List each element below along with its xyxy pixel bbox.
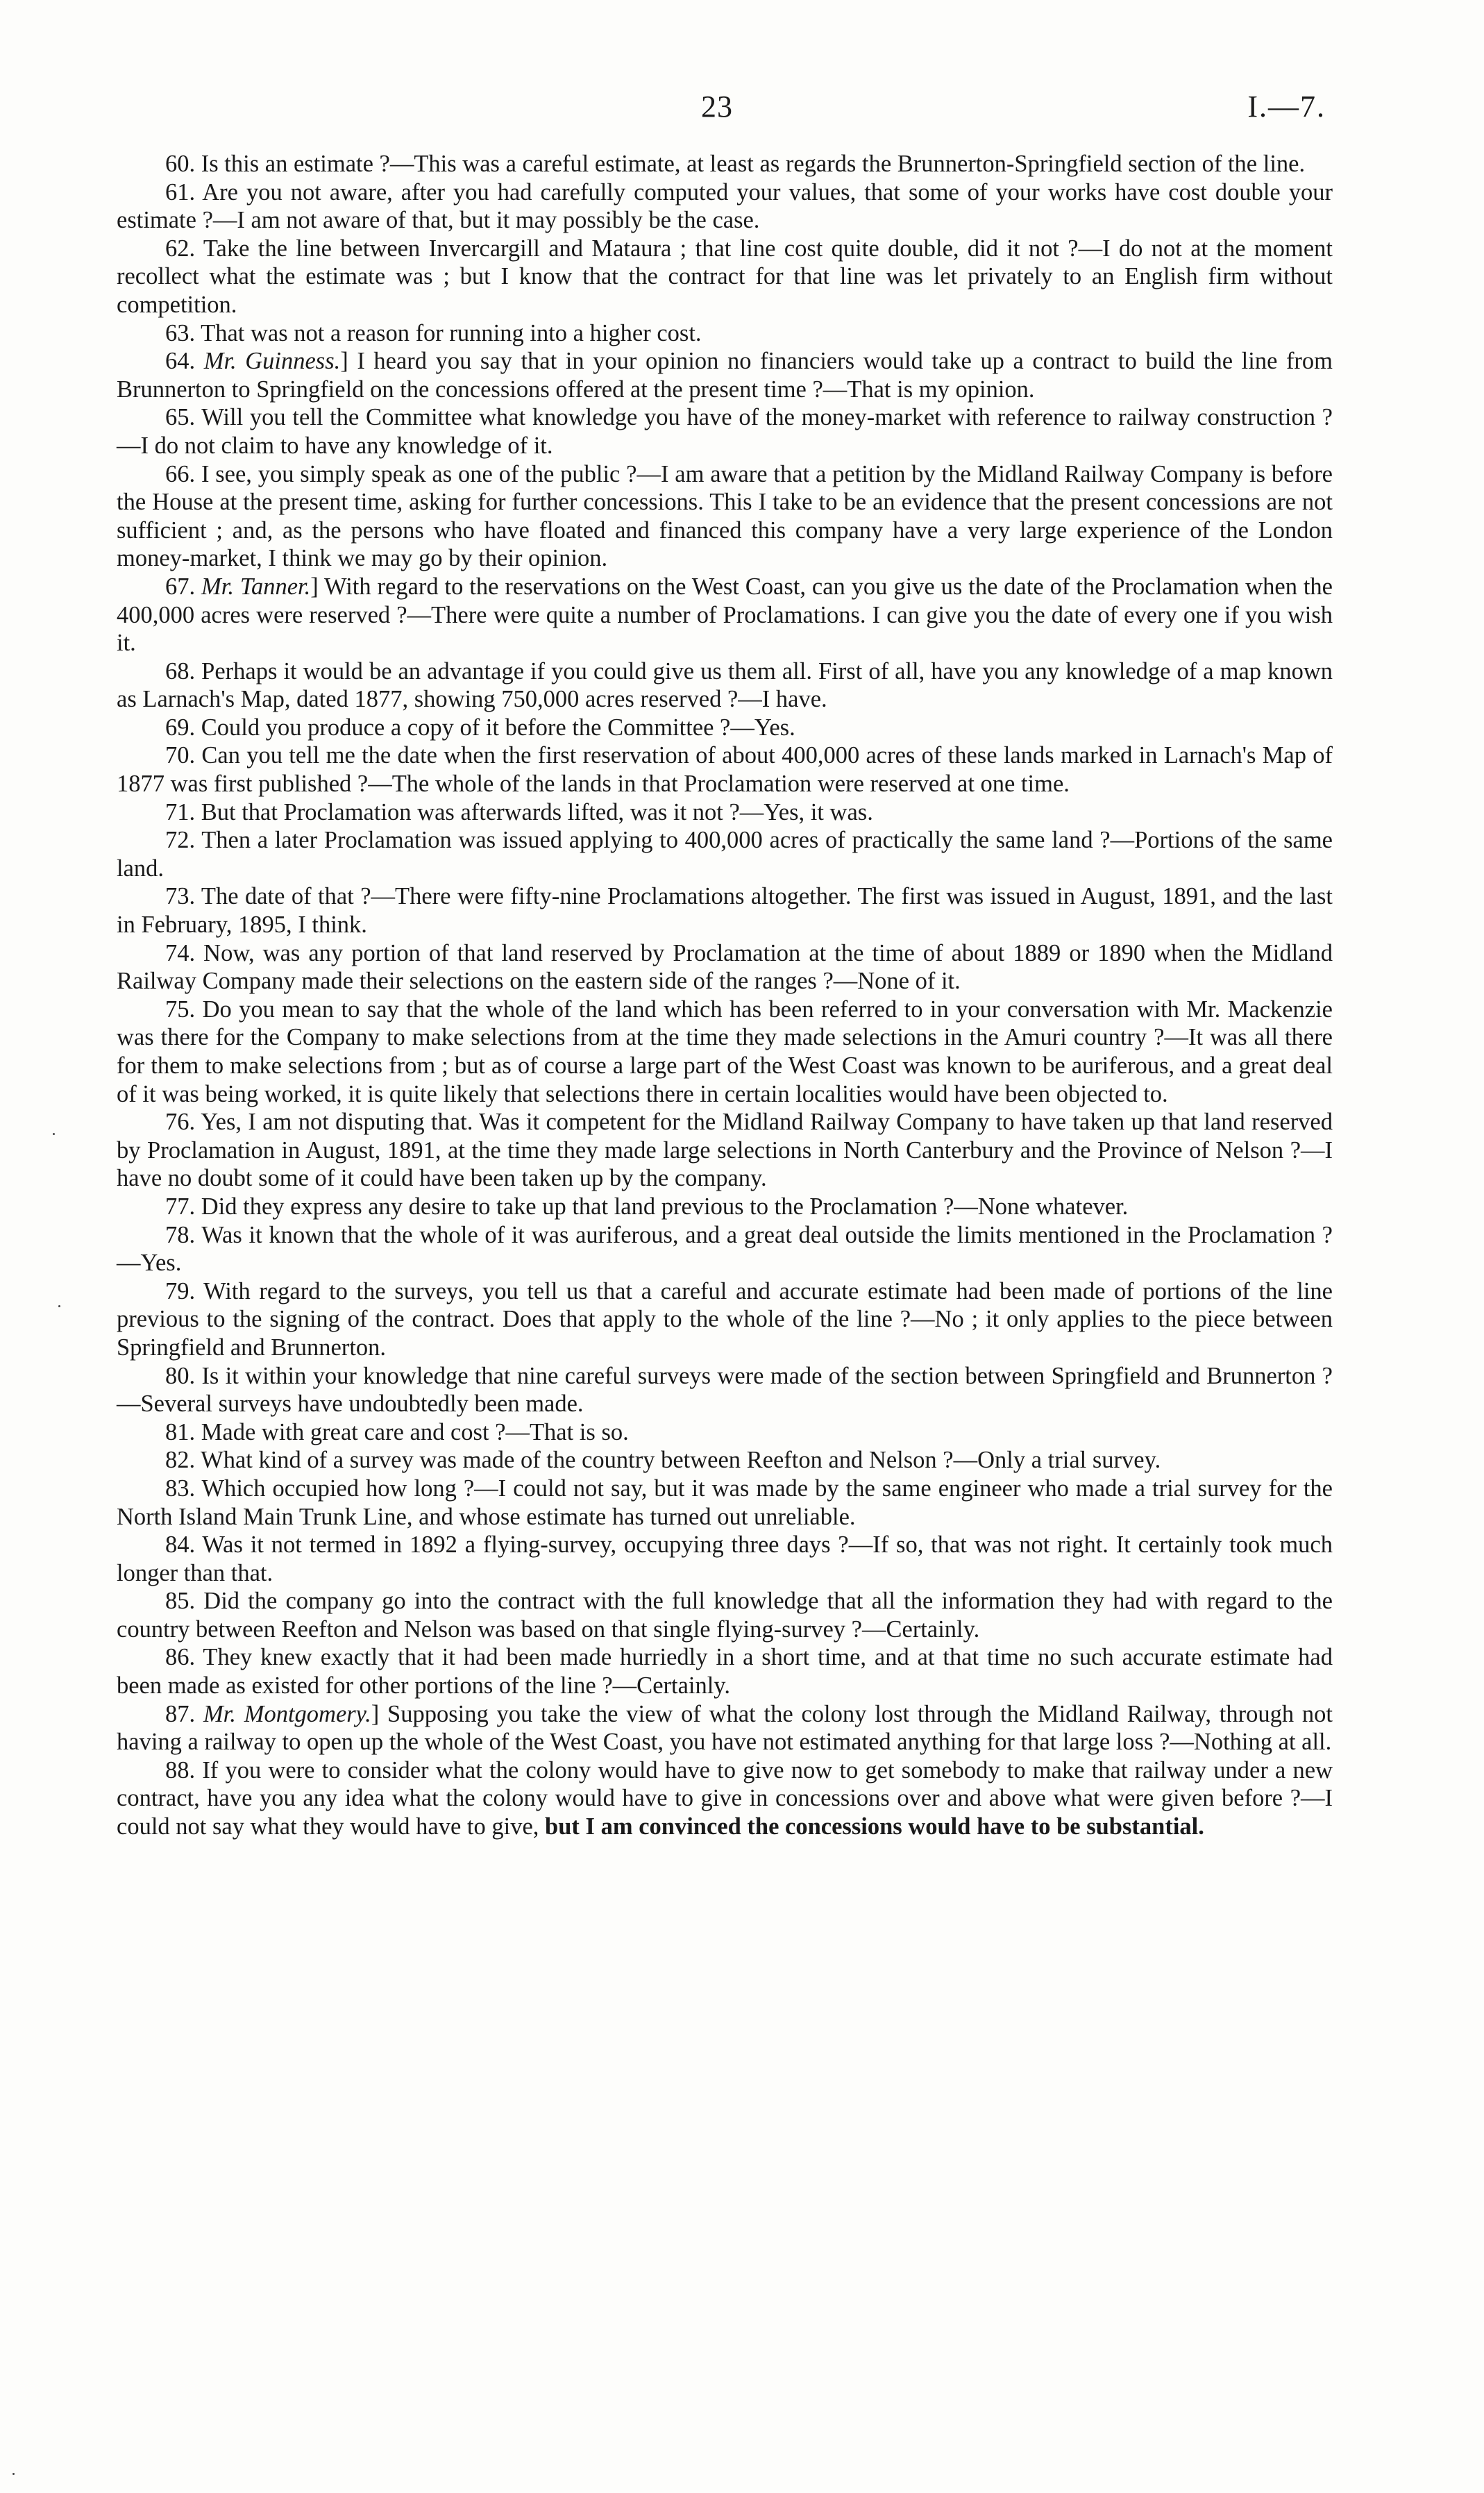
page-header xyxy=(0,89,1484,131)
question-61: 61. Are you not aware, after you had carefully computed your values, that some of your works have cost double your estimate ?—I am not aware of that, but it may possibly be the case. xyxy=(117,178,1333,234)
question-70: 70. Can you tell me the date when the first reservation of about 400,000 acres of these lands marked in Larnach's Map of 1877 was first published ?—The whole of the lands in that Proclamation were reserved at one time. xyxy=(117,742,1333,798)
testimony-body xyxy=(117,150,1333,1841)
question-text: ] I heard you say that in your opinion no financiers would take up a contract to build the line from Brunnerton to Springfield on the concessions offered at the present time ?—That is my opinion. xyxy=(117,348,1333,403)
question-71: 71. But that Proclamation was afterwards lifted, was it not ?—Yes, it was. xyxy=(165,798,873,825)
question-78: 78. Was it known that the whole of it was auriferous, and a great deal outside the limits mentioned in the Proclamation ?—Yes. xyxy=(117,1221,1333,1277)
question-72: 72. Then a later Proclamation was issued applying to 400,000 acres of practically the same land ?—Portions of the same land. xyxy=(117,827,1333,882)
question-87 xyxy=(117,1700,1333,1756)
speaker-name: Mr. Guinness. xyxy=(203,348,341,375)
question-82: 82. What kind of a survey was made of the country between Reefton and Nelson ?—Only a trial survey. xyxy=(165,1447,1161,1474)
question-68: 68. Perhaps it would be an advantage if you could give us them all. First of all, have you any knowledge of a map known as Larnach's Map, dated 1877, showing 750,000 acres reserved ?—I have. xyxy=(117,657,1333,713)
question-88 xyxy=(117,1756,1333,1841)
question-75: 75. Do you mean to say that the whole of the land which has been referred to in your conversation with Mr. Mackenzie was there for the Company to make selections from at the time they made selections in the Amuri country ?—It was all there for them to make selections from ; but as of course a large part of the West Coast was known to be auriferous, and a great deal of it was being worked, it is quite likely that selections there in certain localities would have been objected to. xyxy=(117,996,1333,1107)
speaker-name: Mr. Tanner. xyxy=(201,573,311,600)
question-83: 83. Which occupied how long ?—I could not say, but it was made by the same engineer who made a trial survey for the North Island Main Trunk Line, and whose estimate has turned out unreliable. xyxy=(117,1475,1333,1530)
question-77: 77. Did they express any desire to take up that land previous to the Proclamation ?—None whatever. xyxy=(165,1193,1129,1220)
question-80: 80. Is it within your knowledge that nine careful surveys were made of the section between Springfield and Brunnerton ?—Several surveys have undoubtedly been made. xyxy=(117,1362,1333,1418)
question-84: 84. Was it not termed in 1892 a flying-survey, occupying three days ?—If so, that was not right. It certainly took much longer than that. xyxy=(117,1531,1333,1586)
question-text: ] Supposing you take the view of what the colony lost through the Midland Railway, through not having a railway to open up the whole of the West Coast, you have not estimated anything for that large loss ?—Nothing at all. xyxy=(117,1700,1333,1756)
question-86: 86. They knew exactly that it had been made hurriedly in a short time, and at that time no such accurate estimate had been made as existed for other portions of the line ?—Certainly. xyxy=(117,1644,1333,1699)
question-text: ] With regard to the reservations on the West Coast, can you give us the date of the Proclamation when the 400,000 acres were reserved ?—There were quite a number of Proclamations. I can give you the date of every one if you wish it. xyxy=(117,573,1333,657)
question-64 xyxy=(117,347,1333,403)
answer-emphasis: but I am convinced the concessions would have to be substantial. xyxy=(539,1813,1204,1840)
question-73: 73. The date of that ?—There were fifty-nine Proclamations altogether. The first was issued in August, 1891, and the last in February, 1895, I think. xyxy=(117,883,1333,939)
question-69: 69. Could you produce a copy of it before the Committee ?—Yes. xyxy=(165,714,795,741)
question-63: 63. That was not a reason for running into a higher cost. xyxy=(165,319,702,346)
speaker-name: Mr. Montgomery. xyxy=(203,1700,371,1727)
question-67 xyxy=(117,573,1333,657)
question-74: 74. Now, was any portion of that land reserved by Proclamation at the time of about 1889 or 1890 when the Midland Railway Company made their selections on the eastern side of the ranges ?—None of it. xyxy=(117,939,1333,995)
question-62: 62. Take the line between Invercargill and Mataura ; that line cost quite double, did it not ?—I do not at the moment recollect what the estimate was ; but I know that the contract for that line was let privately to an English firm without competition. xyxy=(117,235,1333,318)
print-speck xyxy=(12,2473,15,2475)
question-76: 76. Yes, I am not disputing that. Was it competent for the Midland Railway Company to have taken up that land reserved by Proclamation in August, 1891, at the time they made large selections in North Canterbury and the Province of Nelson ?—I have no doubt some of it could have been taken up by the company. xyxy=(117,1109,1333,1192)
question-66: 66. I see, you simply speak as one of the public ?—I am aware that a petition by the Midland Railway Company is before the House at the present time, asking for further concessions. This I take to be an evidence that the present concessions are not sufficient ; and, as the persons who have floated and financed this company have a very large experience of the London money-market, I think we may go by their opinion. xyxy=(117,460,1333,572)
print-speck xyxy=(53,1133,55,1135)
document-reference: I.—7. xyxy=(1247,90,1326,124)
question-79: 79. With regard to the surveys, you tell us that a careful and accurate estimate had been made of portions of the line previous to the signing of the contract. Does that apply to the whole of the line ?—No ; it only applies to the piece between Springfield and Brunnerton. xyxy=(117,1277,1333,1361)
question-81: 81. Made with great care and cost ?—That is so. xyxy=(165,1418,629,1445)
question-number: 64. xyxy=(165,348,204,375)
page-number: 23 xyxy=(701,90,733,124)
question-text: 88. If you were to consider what the colony would have to give now to get somebody to make that railway under a new contract, have you any idea what the colony would have to give in concessions over and above what were given before ?—I could not say what they would have to give, xyxy=(117,1756,1333,1840)
question-number: 67. xyxy=(165,573,202,600)
question-number: 87. xyxy=(165,1700,203,1727)
question-60: 60. Is this an estimate ?—This was a careful estimate, at least as regards the Brunnerton-Springfield section of the line. xyxy=(165,151,1306,177)
print-speck xyxy=(58,1305,60,1307)
question-85: 85. Did the company go into the contract with the full knowledge that all the information they had with regard to the country between Reefton and Nelson was based on that single flying-survey ?—Certainly. xyxy=(117,1588,1333,1643)
question-65: 65. Will you tell the Committee what knowledge you have of the money-market with reference to railway construction ?—I do not claim to have any knowledge of it. xyxy=(117,404,1333,459)
